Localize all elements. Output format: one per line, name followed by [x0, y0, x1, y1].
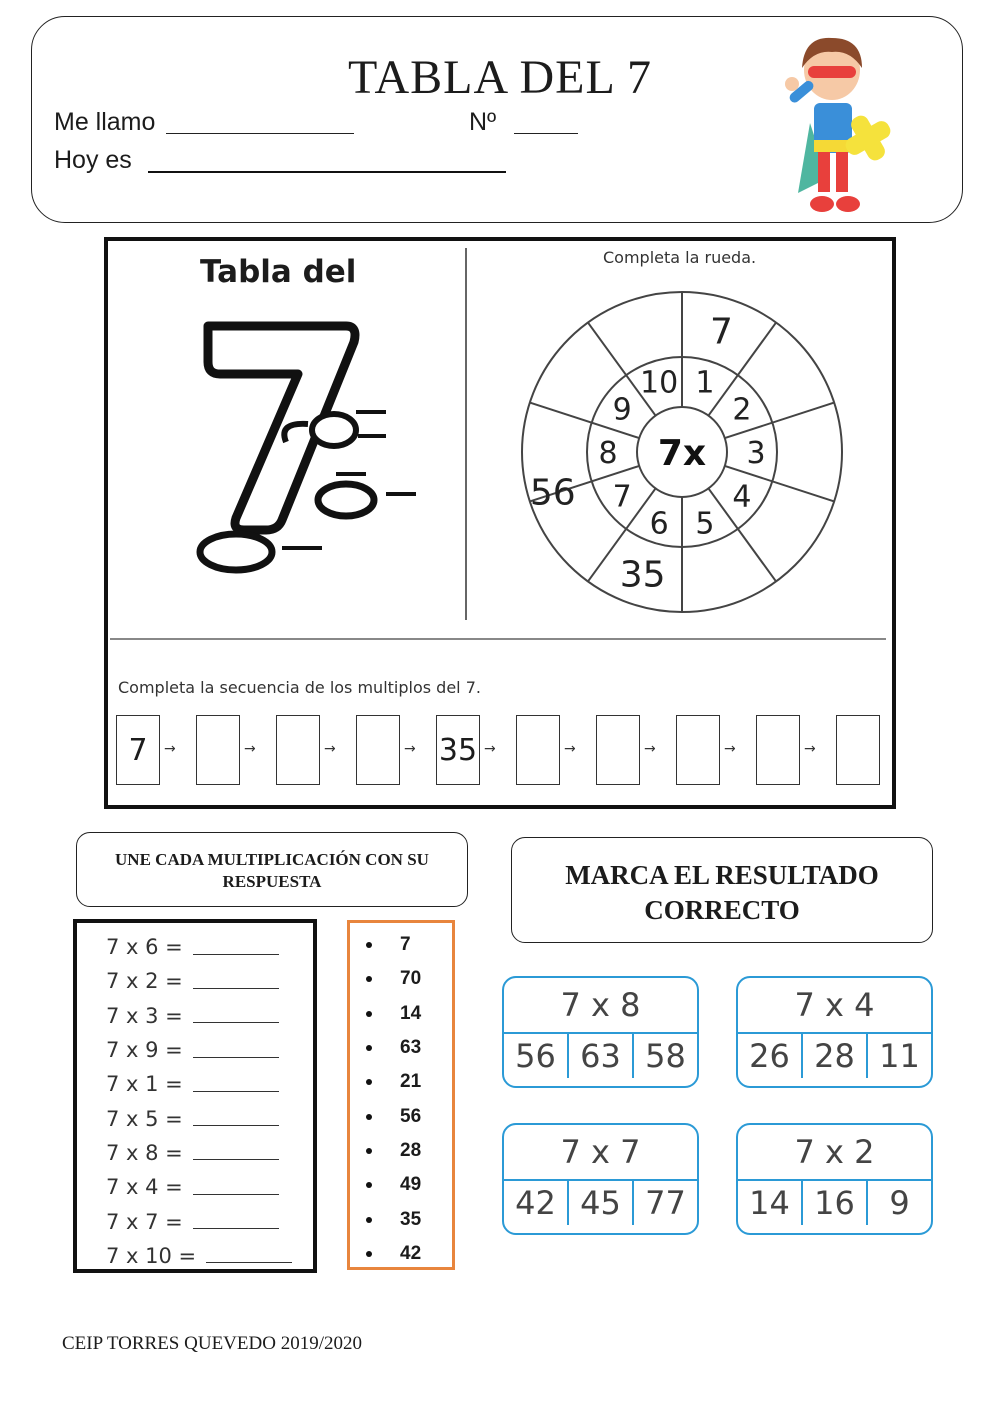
sequence-box[interactable]: [356, 715, 400, 785]
footer-school: CEIP TORRES QUEVEDO 2019/2020: [62, 1333, 362, 1354]
arrow-icon: →: [724, 741, 736, 757]
hero-hand: [785, 77, 799, 91]
equation-item: [106, 999, 292, 1033]
wheel-inner-number: 6: [649, 506, 669, 542]
equation-text: 7 x 6 =: [106, 935, 183, 960]
result-card: [736, 976, 933, 1088]
equation-text: 7 x 5 =: [106, 1106, 183, 1131]
equation-item: [106, 930, 292, 964]
wheel-inner-number: 2: [732, 392, 752, 428]
date-label: Hoy es: [54, 146, 132, 174]
option-cell[interactable]: 77: [645, 1184, 686, 1222]
equation-item: [106, 1204, 292, 1238]
hero-leg-left: [818, 152, 830, 192]
answer-item[interactable]: [366, 1065, 421, 1099]
card-question: 7 x 2: [738, 1125, 931, 1181]
option-cell[interactable]: 9: [889, 1184, 910, 1222]
sequence-box[interactable]: [196, 715, 240, 785]
answer-text: 70: [400, 968, 422, 990]
equation-item: [106, 1033, 292, 1067]
option-cell[interactable]: 16: [803, 1181, 868, 1225]
name-field[interactable]: [166, 133, 354, 134]
answer-blank[interactable]: [193, 974, 279, 989]
answer-blank[interactable]: [193, 1043, 279, 1058]
answer-text: 35: [400, 1208, 422, 1230]
bullet-icon: [366, 1182, 372, 1188]
wheel-inner-number: 1: [695, 365, 715, 401]
sequence-box[interactable]: [756, 715, 800, 785]
equation-item: [106, 1067, 292, 1101]
option-cell[interactable]: 63: [569, 1034, 634, 1078]
option-cell[interactable]: 28: [803, 1034, 868, 1078]
answer-text: 63: [400, 1037, 422, 1059]
answers-list: [366, 928, 421, 1271]
wheel-center-label: 7x: [657, 433, 707, 474]
bullet-icon: [366, 1114, 372, 1120]
card-question: 7 x 4: [738, 978, 931, 1034]
answer-blank[interactable]: [193, 1180, 279, 1195]
answer-item[interactable]: [366, 1031, 421, 1065]
result-card: [502, 1123, 699, 1235]
sequence-box[interactable]: [596, 715, 640, 785]
hero-leg-right: [836, 152, 848, 192]
date-field[interactable]: [148, 171, 506, 173]
answer-text: 42: [400, 1242, 422, 1264]
arrow-icon: →: [564, 741, 576, 757]
option-cell[interactable]: 56: [504, 1034, 569, 1078]
wheel-outer-number-top: 7: [709, 311, 733, 353]
sequence-box: 35: [436, 715, 480, 785]
equation-item: [106, 1239, 292, 1273]
bullet-icon: [366, 976, 372, 982]
superhero-mascot: [780, 28, 900, 218]
card-options: [738, 1034, 931, 1078]
answer-item[interactable]: [366, 1237, 421, 1271]
wheel-inner-number: 4: [732, 479, 752, 515]
answer-text: 7: [400, 934, 411, 956]
vertical-divider: [465, 248, 467, 620]
answer-item[interactable]: [366, 1099, 421, 1133]
card-question: 7 x 8: [504, 978, 697, 1034]
wheel-outer-number-bottom: 35: [619, 554, 666, 596]
wheel-inner-number: 5: [695, 506, 715, 542]
wheel-inner-number: 8: [598, 436, 618, 471]
answer-item[interactable]: [366, 928, 421, 962]
card-question: 7 x 7: [504, 1125, 697, 1181]
bullet-icon: [366, 1251, 372, 1257]
sequence-title: Completa la secuencia de los multiplos del 7.: [118, 678, 481, 697]
arrow-icon: →: [244, 741, 256, 757]
answer-item[interactable]: [366, 1134, 421, 1168]
answer-text: 56: [400, 1105, 422, 1127]
arrow-icon: →: [164, 741, 176, 757]
bullet-icon: [366, 942, 372, 948]
equation-text: 7 x 3 =: [106, 1003, 183, 1028]
equation-text: 7 x 2 =: [106, 969, 183, 994]
equation-item: [106, 964, 292, 998]
arrow-icon: →: [644, 741, 656, 757]
seven-character-illustration: [186, 312, 426, 582]
equation-text: 7 x 9 =: [106, 1038, 183, 1063]
bullet-icon: [366, 1148, 372, 1154]
match-title: UNE CADA MULTIPLICACIÓN CON SU RESPUESTA: [76, 832, 468, 907]
answer-text: 14: [400, 1002, 422, 1024]
hero-boot-right: [836, 196, 860, 212]
arrow-icon: →: [324, 741, 336, 757]
wheel-inner-number: 10: [640, 365, 679, 401]
wheel-title: Completa la rueda.: [603, 248, 757, 267]
answer-item[interactable]: [366, 1202, 421, 1236]
equation-text: 7 x 10 =: [106, 1243, 197, 1268]
card-options: [504, 1181, 697, 1225]
arrow-icon: →: [484, 741, 496, 757]
left-title: Tabla del: [200, 254, 357, 290]
equations-list: [106, 930, 292, 1273]
sequence-box[interactable]: [276, 715, 320, 785]
answer-item[interactable]: [366, 962, 421, 996]
page-title: TABLA DEL 7: [347, 51, 652, 104]
option-cell[interactable]: 42: [504, 1181, 569, 1225]
hero-mask: [808, 66, 856, 78]
equation-text: 7 x 1 =: [106, 1072, 183, 1097]
wheel-inner-number: 7: [612, 479, 632, 515]
answer-blank[interactable]: [193, 1008, 279, 1023]
equation-text: 7 x 7 =: [106, 1209, 183, 1234]
answer-blank[interactable]: [193, 1214, 279, 1229]
answer-blank[interactable]: [206, 1248, 292, 1263]
wheel-inner-number: 3: [746, 436, 766, 471]
equation-item: [106, 1101, 292, 1135]
sequence-box[interactable]: [676, 715, 720, 785]
bullet-icon: [366, 1217, 372, 1223]
multiplication-wheel: [520, 272, 845, 617]
card-options: [504, 1034, 697, 1078]
sequence-box: 7: [116, 715, 160, 785]
sequence-box[interactable]: [836, 715, 880, 785]
choose-title: MARCA EL RESULTADO CORRECTO: [511, 837, 933, 943]
bullet-icon: [366, 1045, 372, 1051]
wheel-outer-number-left: 56: [529, 472, 576, 514]
sequence-box[interactable]: [516, 715, 560, 785]
answer-text: 28: [400, 1139, 422, 1161]
option-cell[interactable]: 45: [569, 1181, 634, 1225]
number-label: Nº: [469, 108, 497, 136]
equation-item: [106, 1170, 292, 1204]
arrow-icon: →: [404, 741, 416, 757]
answer-item[interactable]: [366, 1168, 421, 1202]
answer-blank[interactable]: [193, 1111, 279, 1126]
name-label: Me llamo: [54, 108, 156, 136]
answer-blank[interactable]: [193, 1145, 279, 1160]
arrow-icon: →: [804, 741, 816, 757]
card-options: [738, 1181, 931, 1225]
hero-boot-left: [810, 196, 834, 212]
horizontal-divider: [110, 638, 886, 640]
result-card: [502, 976, 699, 1088]
answer-blank[interactable]: [193, 1077, 279, 1092]
bullet-icon: [366, 1011, 372, 1017]
answer-text: 49: [400, 1174, 422, 1196]
option-cell[interactable]: 11: [879, 1037, 920, 1075]
option-cell[interactable]: 58: [645, 1037, 686, 1075]
equation-text: 7 x 4 =: [106, 1175, 183, 1200]
answer-blank[interactable]: [193, 940, 279, 955]
wheel-inner-number: 9: [612, 392, 632, 428]
answer-text: 21: [400, 1071, 422, 1093]
answer-item[interactable]: [366, 997, 421, 1031]
equation-text: 7 x 8 =: [106, 1140, 183, 1165]
option-cell[interactable]: 14: [738, 1181, 803, 1225]
number-field[interactable]: [514, 133, 578, 134]
equation-item: [106, 1136, 292, 1170]
option-cell[interactable]: 26: [738, 1034, 803, 1078]
result-card: [736, 1123, 933, 1235]
bullet-icon: [366, 1079, 372, 1085]
